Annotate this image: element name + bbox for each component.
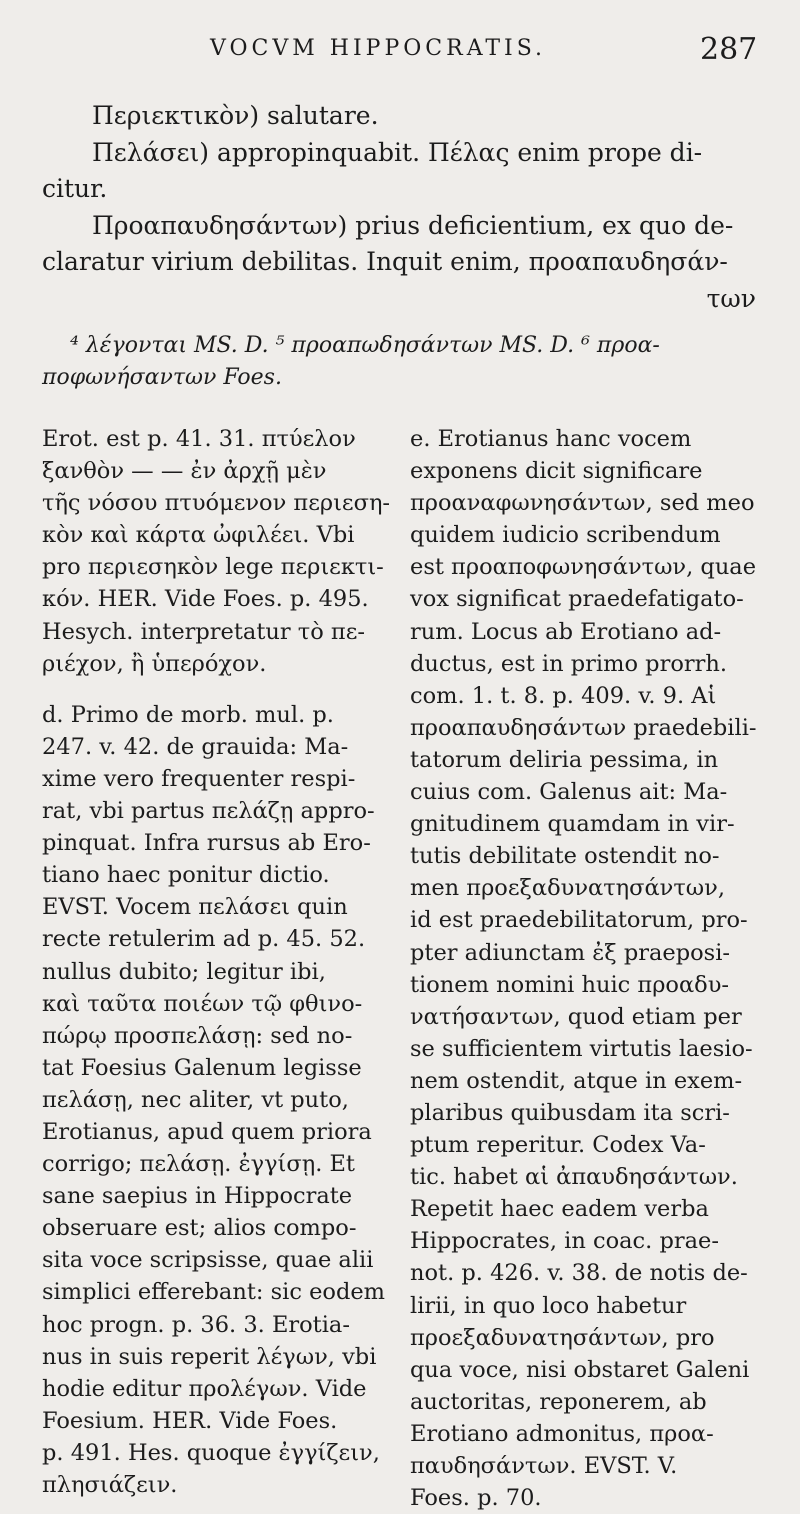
right-column: [410, 423, 770, 1514]
column-line: sane saepius in Hippocrate: [42, 1183, 353, 1210]
column-line: men προεξαδυνατησάντων,: [410, 875, 725, 902]
column-line: recte retulerim ad p. 45. 52.: [42, 926, 366, 953]
column-line: est προαποφωνησάντων, quae: [410, 554, 757, 581]
text-line: Προαπαυδησάντων) prius deficientium, ex quo de-: [92, 210, 734, 240]
footnote-line: ποφωνήσαντων Foes.: [42, 365, 282, 390]
column-line: rat, vbi partus πελάζῃ appro-: [42, 798, 375, 825]
column-line: ριέχον, ἢ ὑπερόχον.: [42, 650, 267, 677]
column-line: κὸν καὶ κάρτα ὠφιλέει. Vbi: [42, 522, 355, 549]
column-line: plaribus quibusdam ita scri-: [410, 1099, 730, 1126]
column-line: d. Primo de morb. mul. p.: [42, 701, 334, 728]
column-line: xime vero frequenter respi-: [42, 765, 356, 792]
column-line: Hippocrates, in coac. prae-: [410, 1228, 719, 1255]
column-line: id est praedebilitatorum, pro-: [410, 907, 748, 934]
column-line: p. 491. Hes. quoque ἐγγίζειν,: [42, 1439, 380, 1466]
footnote-variants: [42, 330, 762, 394]
column-line: com. 1. t. 8. p. 409. v. 9. Αἱ: [410, 682, 717, 709]
text-line: Πελάσει) appropinquabit. Πέλας enim prope di-: [92, 137, 703, 167]
column-line: nem ostendit, atque in exem-: [410, 1067, 743, 1094]
column-line: tiano haec ponitur dictio.: [42, 862, 330, 889]
column-line: vox significat praedefatigato-: [410, 586, 744, 613]
column-line: προαπαυδησάντων praedebili-: [410, 714, 757, 741]
column-line: qua voce, nisi obstaret Galeni: [410, 1356, 750, 1383]
footnote-line: ⁴ λέγονται MS. D. ⁵ προαπωδησάντων MS. D. ⁶ προα-: [70, 333, 660, 358]
column-line: 247. v. 42. de grauida: Ma-: [42, 733, 349, 760]
column-line: e. Erotianus hanc vocem: [410, 426, 692, 452]
column-line: ξανθὸν — — ἐν ἀρχῇ μὲν: [42, 458, 327, 485]
column-line: Hesych. interpretatur τὸ πε-: [42, 618, 365, 645]
column-line: auctoritas, reponerem, ab: [410, 1388, 707, 1415]
column-line: ptum reperitur. Codex Va-: [410, 1132, 706, 1159]
column-line: πώρῳ προσπελάσῃ: sed no-: [42, 1022, 353, 1049]
text-line: Περιεκτικὸν) salutare.: [92, 101, 379, 130]
column-line: Erotiano admonitus, προα-: [410, 1420, 714, 1447]
paragraph-gap: [42, 680, 392, 699]
column-line: pro περιεσηκὸν lege περιεκτι-: [42, 554, 384, 581]
column-line: Foesium. HER. Vide Foes.: [42, 1407, 338, 1434]
column-line: pter adiunctam ἐξ praeposi-: [410, 939, 731, 966]
column-line: corrigo; πελάσῃ. ἐγγίσῃ. Et: [42, 1151, 355, 1178]
running-header: VOCVM HIPPOCRATIS.: [210, 36, 547, 61]
text-line: citur.: [42, 174, 108, 203]
column-line: tutis debilitate ostendit no-: [410, 843, 720, 870]
column-line: se sufficientem virtutis laesio-: [410, 1035, 753, 1062]
column-line: tic. habet αἱ ἀπαυδησάντων.: [410, 1164, 738, 1191]
column-line: quidem iudicio scribendum: [410, 522, 721, 549]
column-line: πλησιάζειν.: [42, 1472, 178, 1498]
column-line: exponens dicit significare: [410, 458, 703, 485]
column-line: lirii, in quo loco habetur: [410, 1292, 687, 1319]
column-line: νατήσαντων, quod etiam per: [410, 1003, 742, 1030]
column-line: sita voce scripsisse, quae alii: [42, 1247, 374, 1274]
column-line: simplici efferebant: sic eodem: [42, 1279, 386, 1306]
page-number: 287: [700, 32, 758, 67]
column-line: Repetit haec eadem verba: [410, 1196, 709, 1223]
column-line: hoc progn. p. 36. 3. Erotia-: [42, 1311, 350, 1338]
column-line: Foes. p. 70.: [410, 1485, 542, 1512]
column-line: προαναφωνησάντων, sed meo: [410, 490, 755, 517]
column-line: παυδησάντων. EVST. V.: [410, 1453, 678, 1479]
column-line: τῆς νόσου πτυόμενον περιεση-: [42, 490, 391, 517]
column-line: κόν. HER. Vide Foes. p. 495.: [42, 586, 369, 613]
column-line: nullus dubito; legitur ibi,: [42, 958, 326, 985]
text-line: των: [706, 283, 756, 313]
column-line: EVST. Vocem πελάσει quin: [42, 894, 348, 921]
column-line: Erot. est p. 41. 31. πτύελον: [42, 426, 356, 452]
column-line: hodie editur προλέγων. Vide: [42, 1375, 367, 1402]
column-line: προεξαδυνατησάντων, pro: [410, 1324, 715, 1351]
left-column: [42, 423, 392, 1501]
column-line: tatorum deliria pessima, in: [410, 746, 719, 773]
column-line: obseruare est; alios compo-: [42, 1215, 357, 1242]
column-line: πελάσῃ, nec aliter, vt puto,: [42, 1086, 349, 1113]
column-line: tat Foesius Galenum legisse: [42, 1054, 362, 1081]
column-line: nus in suis reperit λέγων, vbi: [42, 1343, 377, 1370]
text-line: claratur virium debilitas. Inquit enim, προαπαυδησάν-: [42, 247, 728, 276]
column-line: tionem nomini huic προαδυ-: [410, 971, 729, 998]
column-line: not. p. 426. v. 38. de notis de-: [410, 1260, 748, 1287]
column-line: Erotianus, apud quem priora: [42, 1118, 372, 1145]
main-text: [42, 98, 762, 317]
column-line: rum. Locus ab Erotiano ad-: [410, 618, 722, 645]
column-line: καὶ ταῦτα ποιέων τῷ φθινο-: [42, 990, 363, 1017]
column-line: gnitudinem quamdam in vir-: [410, 811, 735, 838]
column-line: ductus, est in primo prorrh.: [410, 650, 728, 677]
column-line: pinquat. Infra rursus ab Ero-: [42, 830, 371, 857]
column-line: cuius com. Galenus ait: Ma-: [410, 779, 728, 806]
